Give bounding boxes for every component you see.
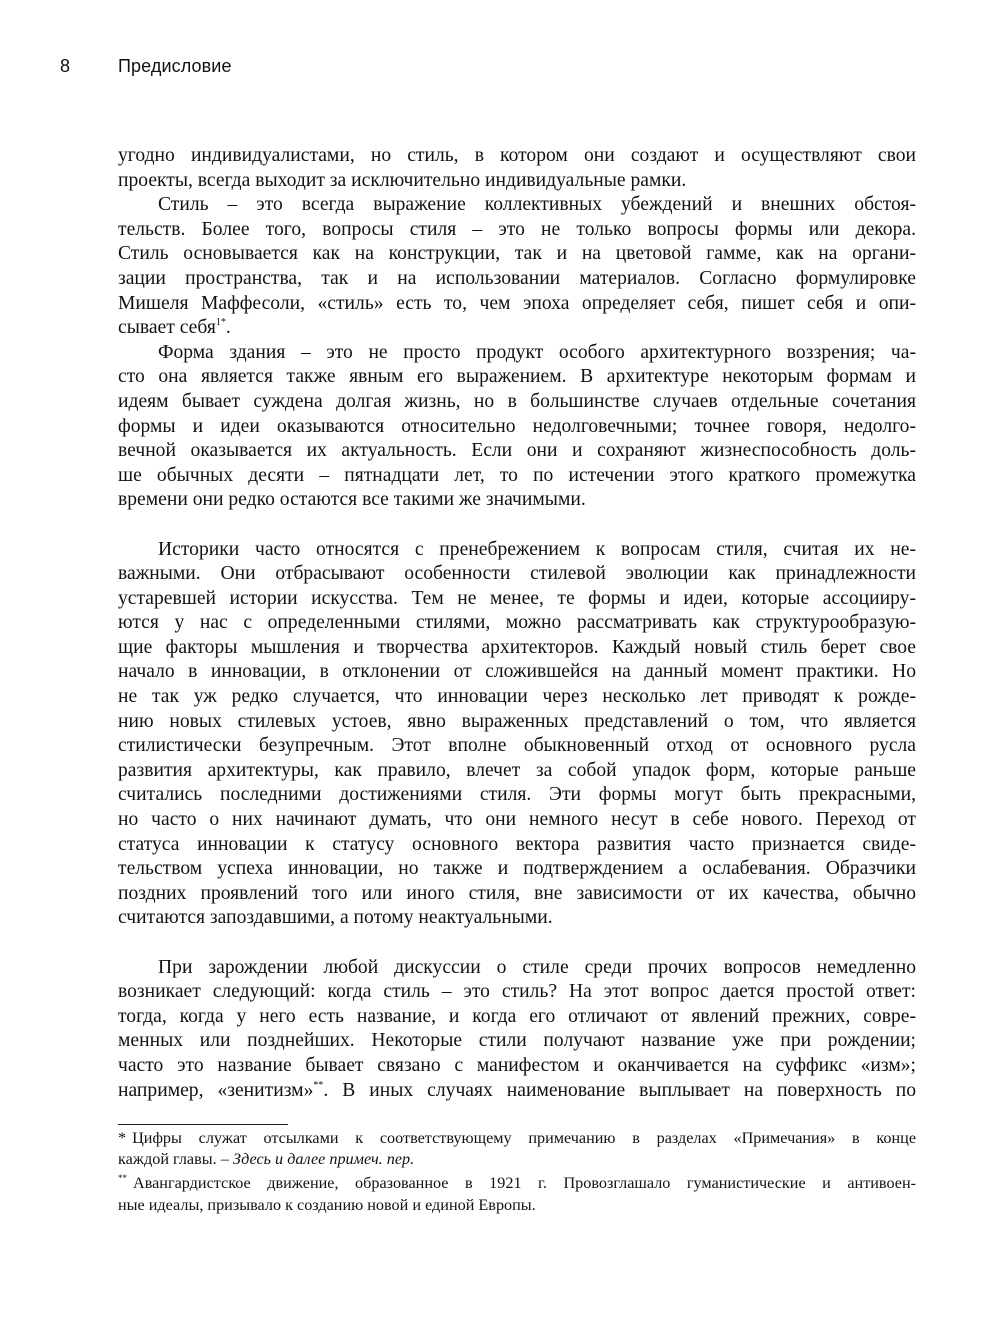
text-line: поздних проявлений того или иного стиля, вне зависимости от их качества, обычно	[118, 882, 916, 904]
footnote-ref-1: 1*	[215, 317, 226, 329]
text-line: но часто о них начинают думать, что они немного несут в себе нового. Переход от	[118, 809, 916, 831]
text-line: Стиль основывается как на конструкции, так и на цветовой гамме, как на органи-	[118, 243, 916, 265]
section-break	[118, 513, 916, 538]
text-line: тельством успеха инновации, но также и подтверждением а ослабевания. Образчики	[118, 858, 916, 880]
text-fragment: Цифры служат отсылками к соответствующему примечанию в разделах «Примечания» в конце	[132, 1129, 916, 1147]
text-line: важными. Они отбрасывают особенности стилевой эволюции как принадлежности	[118, 563, 916, 585]
translator-note: Здесь и далее примеч. пер.	[232, 1150, 415, 1169]
text-line: статуса инновации к статусу основного вектора развития часто признается свиде-	[118, 833, 916, 855]
footnote-mark: **	[118, 1173, 127, 1184]
text-line: времени они редко остаются все такими же значимыми.	[118, 489, 586, 511]
section-title: Предисловие	[118, 56, 232, 76]
text-line: считаются запоздавшими, а потому неактуальными.	[118, 907, 553, 929]
text-line: вечной оказывается их актуальность. Если они и сохраняют жизнеспособность доль-	[118, 440, 916, 462]
text-line: Стиль – это всегда выражение коллективных убеждений и внешних обстоя-	[158, 194, 916, 216]
text-line: начало в инновации, в отклонении от сложившейся на данный момент практики. Но	[118, 661, 916, 683]
text-line: ные идеалы, призывало к созданию новой и единой Европы.	[118, 1195, 536, 1214]
text-fragment: например, «зенитизм»	[118, 1079, 314, 1101]
text-line: считались последними достижениями стиля. Эти формы могут быть прекрасными,	[118, 784, 916, 806]
footnote-1	[118, 1128, 916, 1170]
text-line: Форма здания – это не просто продукт особого архитектурного воззрения; ча-	[158, 341, 916, 363]
paragraph	[118, 341, 916, 513]
text-fragment: . В иных случаях наименование выплывает на поверхность по	[323, 1079, 917, 1101]
footnote-mark: *	[118, 1129, 127, 1147]
text-line: щие факторы мышления и творчества архитекторов. Каждый новый стиль берет свое	[118, 636, 916, 658]
paragraph	[118, 956, 916, 1104]
paragraph	[118, 193, 916, 341]
text-line: При зарождении любой дискуссии о стиле среди прочих вопросов немедленно	[158, 956, 916, 978]
text-fragment: Авангардистское движение, образованное в 1921 г. Провозглашало гуманистические и антивоен-	[133, 1174, 916, 1193]
text-line: менных или позднейших. Некоторые стили получают название уже при рождении;	[118, 1030, 916, 1052]
text-fragment: .	[225, 317, 231, 339]
text-line: сто она является также явным его выражением. В архитектуре некоторым формам и	[118, 366, 916, 388]
text-line: идеям бывает суждена долгая жизнь, но в большинстве случаев отдельные сочетания	[118, 390, 916, 412]
text-line: развития архитектуры, как правило, влечет за собой упадок форм, которые раньше	[118, 759, 916, 781]
text-line: зации пространства, так и на использовании материалов. Согласно формулировке	[118, 267, 916, 289]
footnote-2	[118, 1173, 916, 1215]
text-line	[118, 1079, 916, 1104]
text-line	[118, 1173, 916, 1194]
text-line: ше обычных десяти – пятнадцати лет, то по истечении этого краткого промежутка	[118, 464, 916, 486]
text-line: часто это название бывает связано с манифестом и оканчивается на суффикс «изм»;	[118, 1054, 916, 1076]
text-line: не так уж редко случается, что инновации через несколько лет приводят к рожде-	[118, 686, 916, 708]
footnote-ref-2: **	[313, 1079, 324, 1091]
footnote-divider	[118, 1124, 288, 1125]
section-break	[118, 931, 916, 956]
body-text	[118, 144, 916, 1103]
text-line: ются у нас с определенными стилями, можно рассматривать как структурообразую-	[118, 612, 916, 634]
paragraph	[118, 144, 916, 193]
text-line: возникает следующий: когда стиль – это стиль? На этот вопрос дается простой ответ:	[118, 981, 916, 1003]
text-line: Мишеля Маффесоли, «стиль» есть то, чем эпоха определяет себя, пишет себя и опи-	[118, 292, 916, 314]
text-line: угодно индивидуалистами, но стиль, в котором они создают и осуществляют свои	[118, 145, 916, 166]
text-line: тельств. Более того, вопросы стиля – это не только вопросы формы или декора.	[118, 218, 916, 240]
text-line: Историки часто относятся с пренебрежением к вопросам стиля, считая их не-	[158, 538, 916, 560]
text-line: устаревшей истории искусства. Тем не менее, те формы и идеи, которые ассоцииру-	[118, 587, 916, 609]
text-fragment: каждой главы. –	[118, 1150, 229, 1169]
text-fragment: сывает себя	[118, 317, 216, 339]
page-number: 8	[60, 56, 71, 76]
text-line: стилистически безупречным. Этот вполне обыкновенный отход от основного русла	[118, 735, 916, 757]
text-line	[118, 1149, 916, 1170]
text-line	[118, 316, 916, 341]
text-line: нию новых стилевых устоев, явно выраженных представлений о том, что является	[118, 710, 916, 732]
text-line	[118, 1128, 916, 1149]
text-line: проекты, всегда выходит за исключительно индивидуальные рамки.	[118, 169, 687, 191]
footnotes	[118, 1128, 916, 1216]
text-line: формы и идеи оказываются относительно недолговечными; точнее говоря, недолго-	[118, 415, 916, 437]
text-line: тогда, когда у него есть название, и когда его отличают от явлений прежних, совре-	[118, 1005, 916, 1027]
paragraph	[118, 538, 916, 932]
